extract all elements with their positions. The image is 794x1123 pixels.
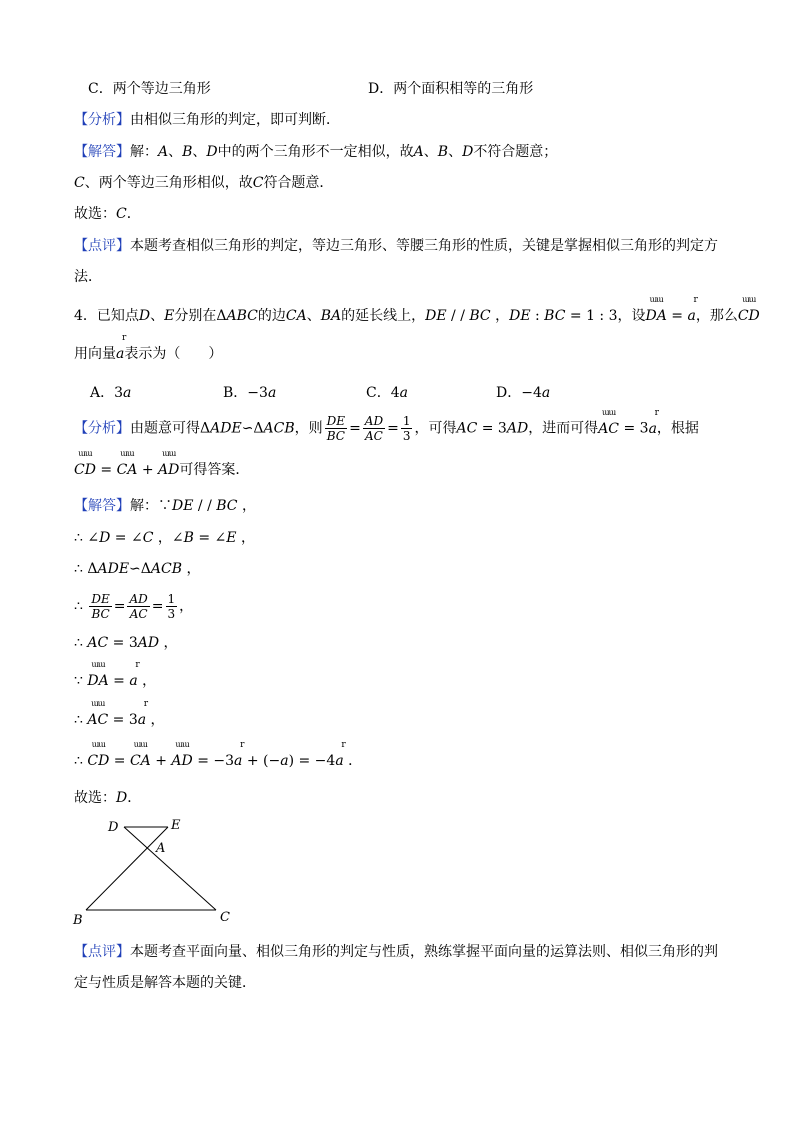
- q4-comment-line2: 定与性质是解答本题的关键．: [74, 975, 256, 991]
- segment-db-side: [124, 827, 216, 910]
- q4-answer-line5: ∴ AC = 3AD ，: [74, 635, 178, 651]
- q3-comment-line1: 【点评】本题考查相似三角形的判定，等边三角形、等腰三角形的性质，关键是掌握相似三角形的判定方: [74, 238, 718, 254]
- q4-option-a: A．3a: [90, 385, 132, 401]
- option-c-prev: C．两个等边三角形: [88, 81, 211, 97]
- label-b: B: [73, 913, 83, 928]
- answer-tag: 【解答】: [74, 144, 130, 160]
- q4-option-d: D．−4a: [496, 385, 551, 401]
- q4-stem-line2: 用向量a r 表示为（ ）: [74, 333, 223, 362]
- q4-stem-line1: 4．已知点D、E分别在ΔABC的边CA、BA的延长线上，DE / / BC ，DE : BC = 1 : 3，设DA ɯɯ = a r ，那么CD ɯɯ: [74, 295, 760, 324]
- q4-answer-line7: ∴ AC ɯɯ = 3a r ，: [74, 699, 165, 728]
- q3-analysis: 【分析】由相似三角形的判定，即可判断．: [74, 112, 340, 128]
- q4-answer-line1: 【解答】解：∵DE / / BC ，: [74, 498, 256, 514]
- label-c: C: [220, 910, 230, 925]
- q4-analysis-line1: 【分析】由题意可得ΔADE∽ΔACB，则 $\frac{DE}{BC}$ = $\frac{AD}{AC}$ = $\frac{1}{3}$ ，可得AC = 3AD，进而可得AC ɯɯ = 3a r ，根据: [74, 407, 699, 443]
- label-e: E: [171, 818, 181, 833]
- label-a: A: [156, 841, 166, 856]
- option-d-prev: D．两个面积相等的三角形: [368, 81, 534, 97]
- q3-comment-line2: 法．: [74, 269, 102, 285]
- q4-choose: 故选：D．: [74, 790, 142, 806]
- q3-choose: 故选：C．: [74, 206, 141, 222]
- q4-answer-line3: ∴ ΔADE∽ΔACB ，: [74, 561, 201, 577]
- q4-answer-line4: ∴ $\frac{DE}{BC}$ = $\frac{AD}{AC}$ = $\frac{1}{3}$ ，: [74, 592, 194, 621]
- label-d: D: [108, 820, 119, 835]
- comment-tag: 【点评】: [74, 238, 130, 254]
- q4-answer-line6: ∵ DA ɯɯ = a r ，: [74, 660, 157, 689]
- q3-answer-line2: C、两个等边三角形相似，故C符合题意．: [74, 175, 334, 191]
- q4-analysis-line2: CD ɯɯ = CA ɯɯ + AD ɯɯ 可得答案．: [74, 449, 250, 478]
- segment-ec-side: [86, 827, 168, 910]
- q4-option-b: B．−3a: [223, 385, 277, 401]
- q3-answer-line1: 【解答】解：A、B、D中的两个三角形不一定相似，故A、B、D不符合题意；: [74, 144, 558, 160]
- analysis-tag: 【分析】: [74, 112, 130, 128]
- q4-answer-line8: ∴ CD ɯɯ = CA ɯɯ + AD ɯɯ = −3a r + (−a) = −4a r ．: [74, 740, 363, 769]
- q4-comment-line1: 【点评】本题考查平面向量、相似三角形的判定与性质，熟练掌握平面向量的运算法则、相似三角形的判: [74, 944, 718, 960]
- q4-answer-line2: ∴ ∠D = ∠C ，∠B = ∠E ，: [74, 530, 255, 546]
- q4-option-c: C．4a: [366, 385, 408, 401]
- triangle-figure: [68, 815, 248, 930]
